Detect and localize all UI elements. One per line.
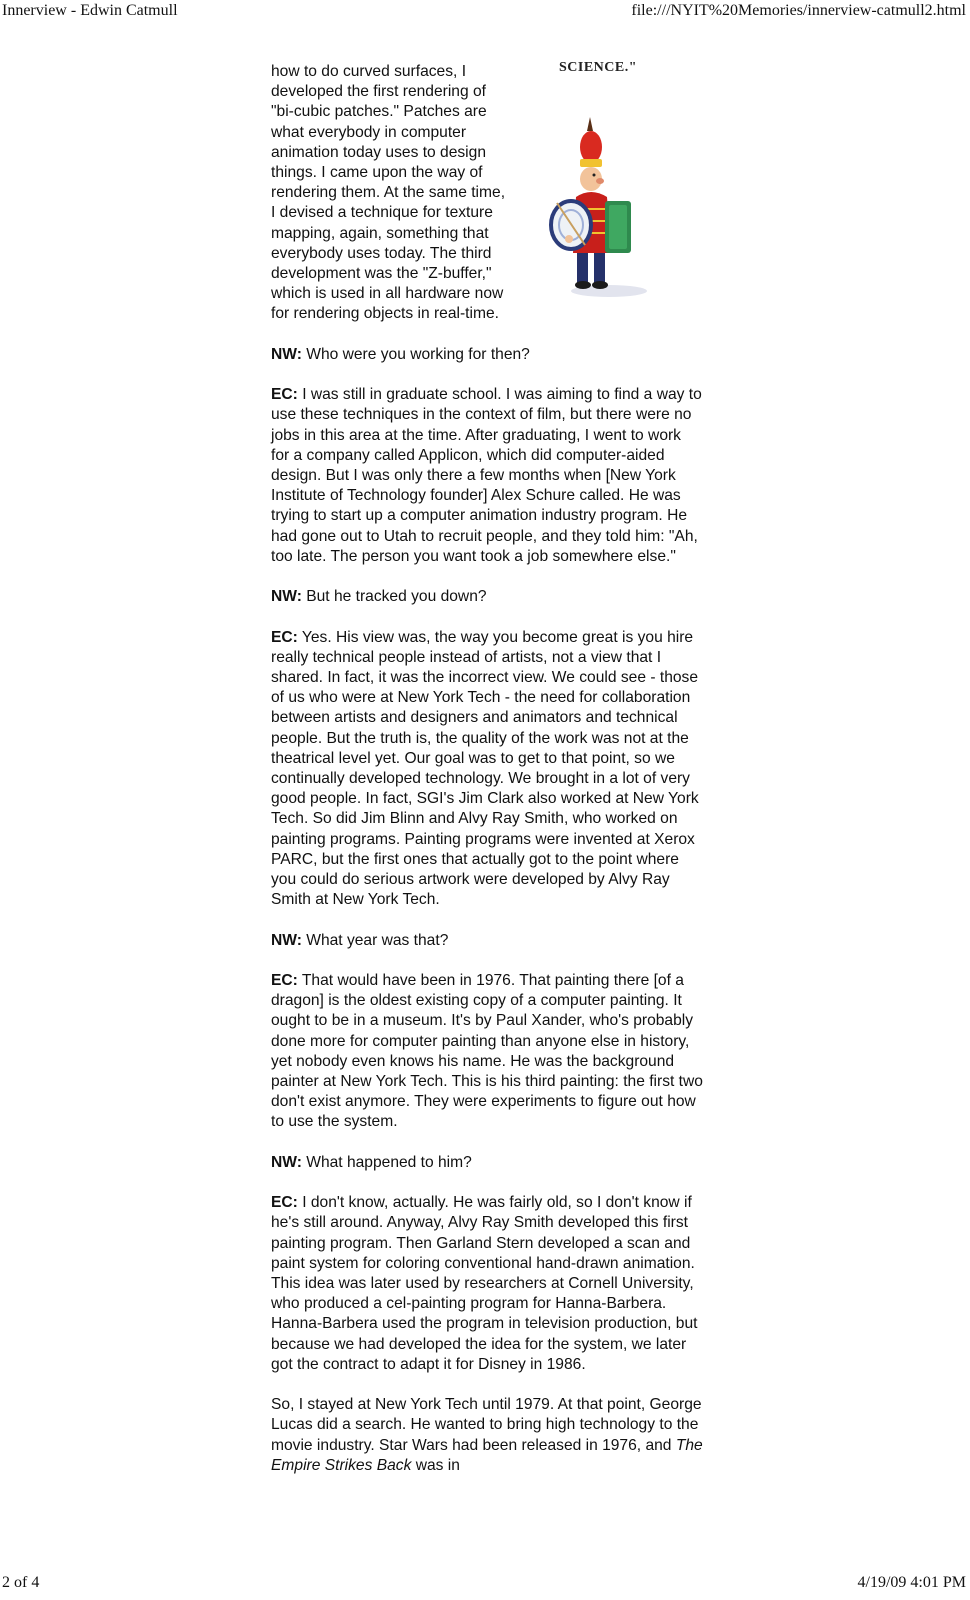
qa-text: What happened to him?	[301, 1153, 472, 1171]
article-figure	[517, 58, 703, 300]
page-url: file:///NYIT%20Memories/innerview-catmull2.html	[631, 2, 966, 19]
qa-paragraph	[271, 1153, 703, 1173]
qa-text: I don't know, actually. He was fairly old, so I don't know if he's still around. Anyway, Alvy Ray Smith developed this first painting program. Then Garland Stern developed a scan and paint system for coloring conventional hand-drawn animation. This idea was later used by researchers at Cornell University, who produced a cel-painting program for Hanna-Barbera. Hanna-Barbera used the program in television production, but because we had developed the idea for the system, we later got the contract to adapt it for Disney in 1986.	[271, 1194, 698, 1373]
print-footer	[0, 1574, 970, 1596]
speaker-label: EC:	[271, 972, 298, 990]
article-body	[271, 62, 703, 1496]
qa-text: What year was that?	[301, 931, 449, 949]
figure-caption: SCIENCE."	[559, 60, 638, 75]
qa-paragraph	[271, 345, 703, 365]
qa-text: Yes. His view was, the way you become great is you hire really technical people instead of artists, not a view that I shared. In fact, it was the incorrect view. We could see - those of us who were at New York Tech - the need for collaboration between artists and designers and animators and technical people. But the truth is, the quality of the work was not at the theatrical level yet. Our goal was to get to that point, so we continually developed technology. We brought in a lot of very good people. In fact, SGI's Jim Clark also worked at New York Tech. So did Jim Blinn and Alvy Ray Smith, who worked on painting programs. Painting programs were invented at Xerox PARC, but the first ones that actually got to the point where you could do serious artwork were developed by Alvy Ray Smith at New York Tech.	[271, 628, 699, 909]
speaker-label: EC:	[271, 628, 298, 646]
qa-text: That would have been in 1976. That painting there [of a dragon] is the oldest existing copy of a computer painting. It ought to be in a museum. It's by Paul Xander, who's probably done more for computer painting than anyone else in history, yet nobody even knows his name. He was the background painter at New York Tech. This is his third painting: the first two don't exist anymore. They were experiments to figure out how to use the system.	[271, 972, 703, 1131]
intro-block	[271, 62, 703, 325]
speaker-label: EC:	[271, 386, 298, 404]
speaker-label: NW:	[271, 588, 302, 606]
qa-paragraph	[271, 971, 703, 1133]
speaker-label: NW:	[271, 931, 302, 949]
print-datetime: 4/19/09 4:01 PM	[857, 1574, 966, 1591]
print-header	[0, 2, 970, 24]
closing-paragraph	[271, 1395, 703, 1476]
closing-text-end: was in	[411, 1456, 460, 1474]
qa-text: Who were you working for then?	[301, 345, 530, 363]
closing-text: So, I stayed at New York Tech until 1979. At that point, George Lucas did a search. He wanted to bring high technology to the movie industry. Star Wars had been released in 1976, and	[271, 1396, 702, 1454]
qa-text: I was still in graduate school. I was aiming to find a way to use these techniques in the context of film, but there were no jobs in this area at the time. After graduating, I went to work for a company called Applicon, which did computer-aided design. But I was only there a few months when [New York Institute of Technology founder] Alex Schure called. He was trying to start up a computer animation industry program. He had gone out to Utah to recruit people, and they told him: "Ah, too late. The person you want took a job somewhere else."	[271, 386, 702, 565]
film-title: The Empire Strikes Back	[271, 1436, 703, 1474]
qa-paragraph	[271, 628, 703, 911]
page-title: Innerview - Edwin Catmull	[2, 2, 178, 19]
page-number: 2 of 4	[2, 1574, 40, 1591]
intro-paragraph: how to do curved surfaces, I developed the first rendering of "bi-cubic patches." Patches are what everybody in computer animation today uses to design things. I came upon the way of rendering them. At the same time, I devised a technique for texture mapping, again, something that everybody uses today. The third development was the "Z-buffer," which is used in all hardware now for rendering objects in real-time.	[271, 63, 506, 323]
qa-paragraph	[271, 931, 703, 951]
qa-paragraph	[271, 1193, 703, 1375]
cartoon-drummer-figure-icon	[547, 113, 657, 303]
speaker-label: NW:	[271, 1153, 302, 1171]
qa-paragraph	[271, 385, 703, 567]
speaker-label: NW:	[271, 345, 302, 363]
qa-paragraph	[271, 587, 703, 607]
qa-text: But he tracked you down?	[301, 588, 487, 606]
speaker-label: EC:	[271, 1194, 298, 1212]
